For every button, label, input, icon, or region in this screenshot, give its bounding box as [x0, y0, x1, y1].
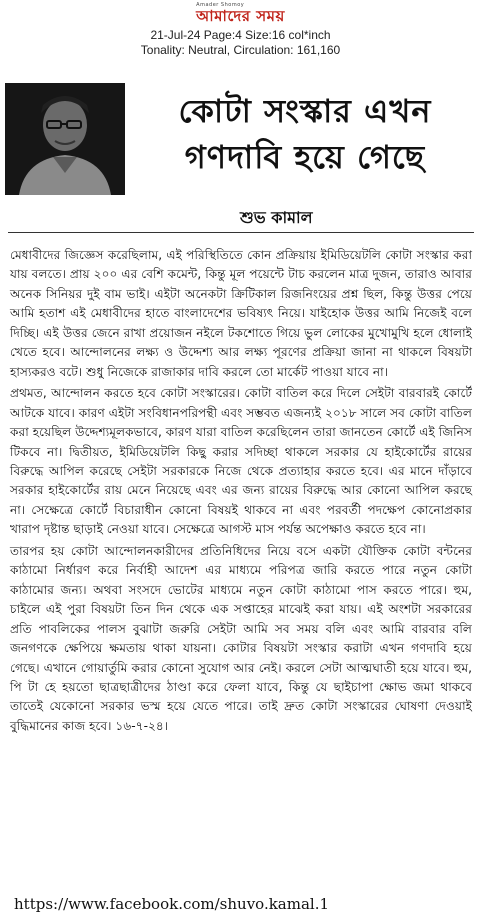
- headline-line-2: গণদাবি হয়ে গেছে: [184, 138, 426, 176]
- clipping-meta-line1: 21-Jul-24 Page:4 Size:16 col*inch: [150, 28, 331, 42]
- author-byline: শুভ কামাল: [240, 208, 313, 227]
- author-photo: [5, 83, 125, 195]
- logo-subtext: Amader Shomoy: [196, 2, 245, 8]
- author-portrait-icon: [5, 83, 125, 195]
- clipping-meta-line2: Tonality: Neutral, Circulation: 161,160: [140, 43, 341, 57]
- article-body: [10, 246, 472, 736]
- paragraph-2: প্রথমত, আন্দোলন করতে হবে কোটা সংস্কারের। কোটা বাতিল করে দিলে সেইটা বারবারই কোর্টে আটকে যাবে। কারণ এইটা সংবিধানপরিপন্থী এবং সম্ভবত এজন্যই ২০১৮ সালে সব কোটা বাতিল করা হয়েছিল উদ্দেশ্যমূলকভাবে, কারণ যারা বাতিল করেছিলেন তারা জানতেন কোর্টে এই জিনিস টিকবে না। দ্বিতীয়ত, ইমিডিয়েটলি কিছু করার সদিচ্ছা থাকলে সরকার যে হাইকোর্টের রায়ের বিরুদ্ধে আপিল করেছে সেইটা সরকারকে নিজে থেকে প্রত্যাহার করতে হবে। এর মানে দাঁড়াবে সরকার হাইকোর্টের রায় মেনে নিয়েছে এবং এর জন্য রায়ের বিরুদ্ধে আর কোনো আপিল করছে না। সেক্ষেত্রে কোর্টে বিচারাধীন কোনো বিষয়ই থাকবে না এবং পরবর্তী পদক্ষেপ কোনোপ্রকার খারাপ দৃষ্টান্ত ছাড়াই নেওয়া যাবে। সেক্ষেত্রে আগস্ট মাস পর্যন্ত অপেক্ষাও করতে হবে না।: [10, 386, 472, 537]
- paragraph-3: তারপর হয় কোটা আন্দোলনকারীদের প্রতিনিধিদের নিয়ে বসে একটা যৌক্তিক কোটা বন্টনের কাঠামো নির্ধারণ করে নির্বাহী আদেশ এর মাধ্যমে পরিপত্র জারি করতে পারে নতুন কোটা কাঠামোর জন্য। অথবা সংসদে ভোটের মাধ্যমে নতুন কোটা কাঠামো পাস করতে পারে। হুম, চাইলে এই পুরা বিষয়টা তিন দিন থেকে এক সপ্তাহের মাঝেই করা যায়। এই অংশটা সরকারের প্রতি পাবলিকের পালস বুঝাটা জরুরি সেইটা আমি সব সময় বলি এবং আমি বারবার বলি জনগণকে ক্ষেপিয়ে ক্ষমতায় থাকা যায়না। কোটার বিষয়টা সংস্কার করাটা এখন গণদাবি হয়ে গেছে। এখানে গোয়ার্তুমি করার কোনো সুযোগ আর নেই। করলে সেটা আত্মঘাতী হয়ে যাবে। হুম, পি টা হে হয়তো ছাত্রছাত্রীদের ঠাণ্ডা করে ফেলা যাবে, কিন্তু যে ছাইচাপা ক্ষোভ জমা থাকবে তাতেই যেকোনো সরকার ভস্ম হয়ে যেতে পারে। তাই দ্রুত কোটা সংস্কারের ঘোষণা দেওয়াই বুদ্ধিমানের কাজ হবে। ১৬-৭-২৪।: [10, 543, 472, 733]
- paragraph-1: মেধাবীদের জিজ্ঞেস করেছিলাম, এই পরিস্থিতিতে কোন প্রক্রিয়ায় ইমিডিয়েটলি কোটা সংস্কার করা যায় বলতে। প্রায় ২০০ এর বেশি কমেন্ট, কিন্তু মূল পয়েন্টে টাচ করলেন মাত্র দুজন, তারাও আবার অনেক সিনিয়র দুই বাম ভাই। এইটা অনেকটা ক্রিটিকাল রিজনিংয়ের প্রশ্ন ছিল, কিন্তু উত্তর পেয়ে আমি হতাশ এই মেধাবীদের হাতে বাংলাদেশের ভবিষ্যৎ নিয়ে। যাইহোক উত্তর আমি নিজেই বলে দিচ্ছি। এই উত্তর জেনে রাখা প্রয়োজন নইলে টকশোতে গিয়ে ভুল লোকের মুখোমুখি হলে ধোলাই খেতে হবে। আন্দোলনের লক্ষ্য ও উদ্দেশ্য আর লক্ষ্য পূরণের প্রক্রিয়া জানা না থাকলে বিষয়টা হাস্যকরও বটে। শুধু নিজেকে রাজাকার দাবি করলে তো মার্কেট পাওয়া যাবে না।: [10, 248, 472, 379]
- headline-line-1: কোটা সংস্কার এখন: [178, 92, 432, 130]
- byline-divider: [8, 232, 474, 233]
- logo-text: আমাদের সময়: [196, 7, 285, 25]
- article-headline: [140, 88, 470, 180]
- source-url: https://www.facebook.com/shuvo.kamal.1: [14, 895, 330, 913]
- newspaper-logo: [196, 2, 285, 24]
- masthead: [0, 2, 481, 25]
